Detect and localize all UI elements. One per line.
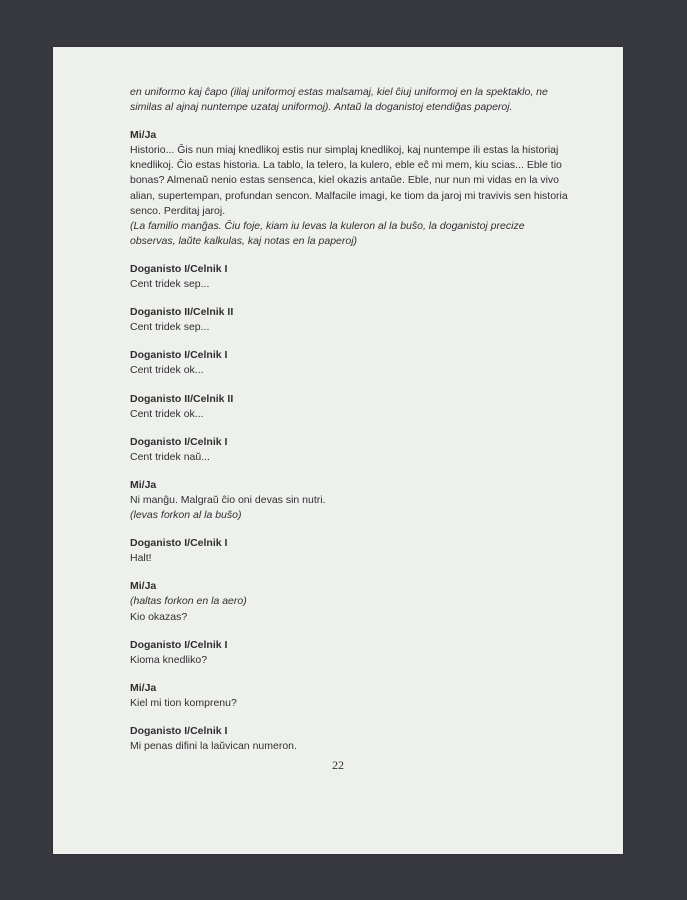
speaker-name: Doganisto II/Celnik II <box>130 392 234 405</box>
page-content <box>130 85 570 754</box>
dialogue-line: Kiel mi tion komprenu? <box>130 696 237 709</box>
speaker-name: Doganisto I/Celnik I <box>130 537 228 550</box>
dialogue-line: Mi penas difini la laŭvican numeron. <box>130 740 297 753</box>
dialogue-block <box>130 348 570 378</box>
dialogue-line: Ni manĝu. Malgraŭ ĉio oni devas sin nutri. <box>130 493 326 506</box>
document-page <box>53 47 623 854</box>
speaker-name: Mi/Ja <box>130 681 157 694</box>
speaker-name: Doganisto II/Celnik II <box>130 306 234 319</box>
dialogue-block <box>130 681 570 711</box>
stage-direction: (levas forkon al la buŝo) <box>130 509 242 522</box>
speaker-name: Doganisto I/Celnik I <box>130 435 228 448</box>
speaker-name: Doganisto I/Celnik I <box>130 725 228 737</box>
dialogue-line: Cent tridek sep... <box>130 278 210 291</box>
dialogue-line: Historio... Ĝis nun miaj knedlikoj estis nur simplaj knedlikoj, kaj nuntempe ili estas la historiaj knedlikoj. Ĉio estas historia. La tablo, la telero, la kulero, eble eĉ mi mem, kiu scias... Eble tio bonas? Almenaŭ nenio estas sensenca, kiel okazis antaŭe. Eble, nur nun mi vidas en la vivo alian, supertempan, profundan sencon. Malfacile imagi, ke tiom da jaroj mi travivis sen historia senco. Perditaj jaroj. <box>130 144 568 217</box>
dialogue-line: Cent tridek sep... <box>130 321 210 334</box>
dialogue-line: Cent tridek naŭ... <box>130 450 210 463</box>
speaker-name: Mi/Ja <box>130 129 157 142</box>
dialogue-block <box>130 724 570 754</box>
dialogue-block <box>130 262 570 292</box>
speaker-name: Doganisto I/Celnik I <box>130 262 228 275</box>
dialogue-block <box>130 638 570 668</box>
dialogue-block <box>130 392 570 422</box>
dialogue-block <box>130 478 570 523</box>
dialogue-line: Kio okazas? <box>130 610 188 623</box>
stage-direction: (haltas forkon en la aero) <box>130 595 247 608</box>
dialogue-line: Halt! <box>130 552 152 565</box>
page-number: 22 <box>332 758 344 772</box>
speaker-name: Doganisto I/Celnik I <box>130 349 228 362</box>
speaker-name: Mi/Ja <box>130 478 157 491</box>
dialogue-blocks <box>130 128 570 754</box>
dialogue-line: Cent tridek ok... <box>130 364 204 377</box>
dialogue-block <box>130 128 570 249</box>
speaker-name: Mi/Ja <box>130 580 157 593</box>
speaker-name: Doganisto I/Celnik I <box>130 638 228 651</box>
dialogue-block <box>130 579 570 624</box>
stage-direction: (La familio manĝas. Ĉiu foje, kiam iu levas la kuleron al la buŝo, la doganistoj precize observas, laŭte kalkulas, kaj notas en la paperoj) <box>130 219 525 247</box>
dialogue-block <box>130 536 570 566</box>
dialogue-block <box>130 435 570 465</box>
dialogue-block <box>130 305 570 335</box>
dialogue-line: Kioma knedliko? <box>130 653 208 666</box>
opening-stage-direction: en uniformo kaj ĉapo (iliaj uniformoj estas malsamaj, kiel ĉiuj uniformoj en la spektaklo, ne similas al ajnaj nuntempe uzataj uniformoj). Antaŭ la doganistoj etendiĝas paperoj. <box>130 86 548 114</box>
dialogue-line: Cent tridek ok... <box>130 407 204 420</box>
